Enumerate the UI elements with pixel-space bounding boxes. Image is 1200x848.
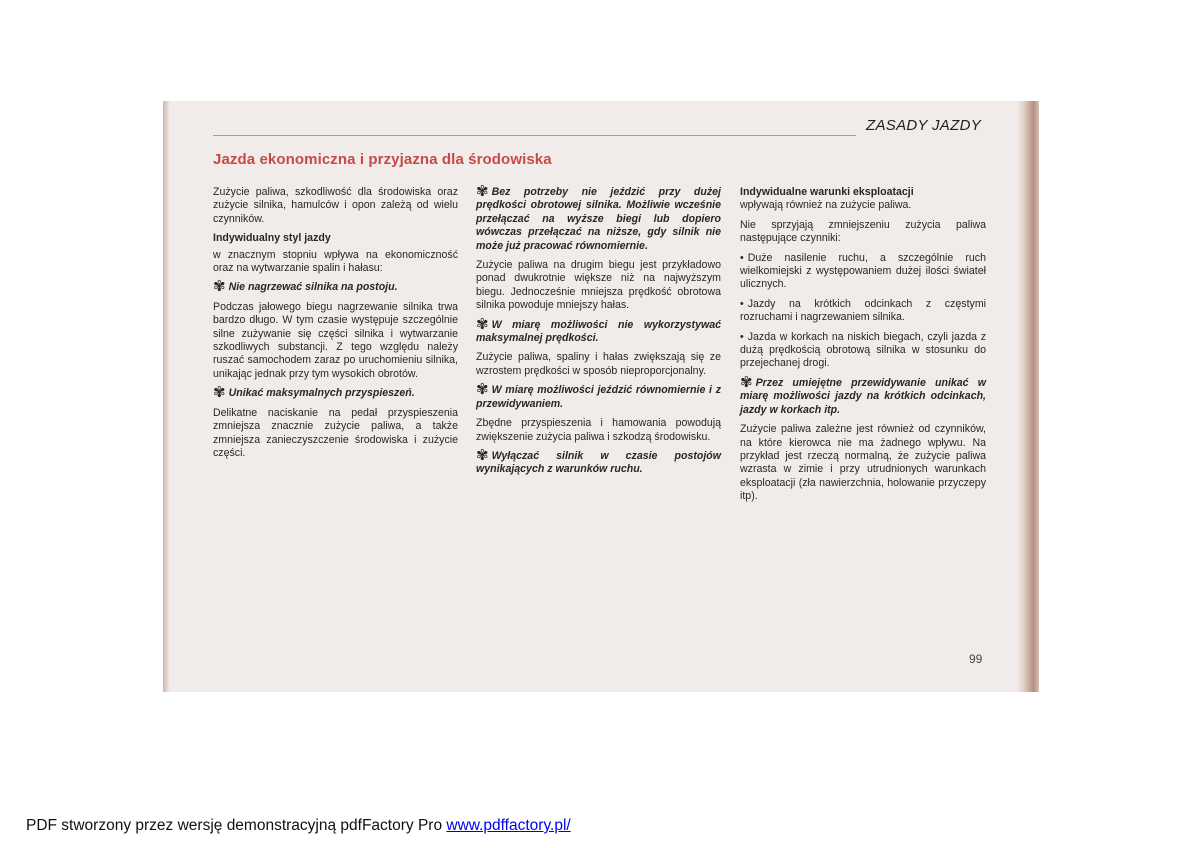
column-1 (213, 186, 458, 466)
tip-3-text: Zużycie paliwa na drugim biegu jest przykładowo ponad dwukrotnie większe niż na najwyższym biegu. Jednocześnie mniejsza prędkość obrotowa silnika powoduje mniejszy hałas. (476, 259, 721, 312)
tip-6-title-text: Wyłączać silnik w czasie postojów wynikających z warunków ruchu. (476, 449, 721, 476)
list-item (740, 252, 986, 292)
page-number: 99 (969, 652, 983, 666)
intro-paragraph: Zużycie paliwa, szkodliwość dla środowiska oraz zużycie silnika, hamulców i opon zależą od wielu czynników. (213, 186, 458, 225)
flower-icon: ✾ (213, 278, 226, 296)
tip-4-text: Zużycie paliwa, spaliny i hałas zwiększają się ze wzrostem prędkości w sposób nieproporcjonalny. (476, 351, 721, 377)
factors-intro: Nie sprzyjają zmniejszeniu zużycia paliwa następujące czynniki: (740, 218, 986, 245)
tip-1-text: Podczas jałowego biegu nagrzewanie silnika trwa bardzo długo. W tym czasie występuje szczególnie silne zużywanie się części silnika i wytwarzanie szkodliwych substancji. Z tego względu należy ruszać samochodem zaraz po uruchomieniu silnika, unikając jednak przy tym wysokich obrotów. (213, 300, 458, 380)
column-2 (476, 183, 721, 483)
style-paragraph: w znacznym stopniu wpływa na ekonomiczność oraz na wytwarzanie spalin i hałasu: (213, 248, 458, 275)
tip-5-text: Zbędne przyspieszenia i hamowania powodują zwiększenie zużycia paliwa i szkodzą środowisku. (476, 417, 721, 443)
conditions-text: wpływają również na zużycie paliwa. (740, 199, 912, 212)
column-3 (740, 186, 986, 510)
list-item-text: Duże nasilenie ruchu, a szczególnie ruch wielkomiejski z występowaniem dużej ilości świateł ulicznych. (740, 251, 986, 291)
tip-1-title-text: Nie nagrzewać silnika na postoju. (228, 281, 398, 294)
bullet-icon: • (740, 330, 744, 343)
tip-4-title-text: W miarę możliwości nie wykorzystywać maksymalnej prędkości. (476, 318, 721, 345)
tip-5-title-text: W miarę możliwości jeździć równomiernie i z przewidywaniem. (476, 384, 721, 410)
tip-7-title-text: Przez umiejętne przewidywanie unikać w miarę możliwości jazdy na krótkich odcinkach, jazdy w korkach itp. (740, 376, 986, 416)
list-item (740, 331, 986, 371)
page-heading: Jazda ekonomiczna i przyjazna dla środowiska (213, 151, 552, 168)
pdffactory-link[interactable]: www.pdffactory.pl/ (446, 817, 571, 834)
list-item-text: Jazdy na krótkich odcinkach z częstymi rozruchami i nagrzewaniem silnika. (740, 297, 986, 324)
tip-6-title (476, 446, 721, 477)
page-left-edge (163, 101, 169, 692)
list-item (740, 298, 986, 325)
header-rule (213, 135, 856, 136)
tip-2-text: Delikatne naciskanie na pedał przyspieszenia zmniejsza znacznie zużycie paliwa, a także zmniejsza zanieczyszczenie środowiska i zużycie części. (213, 406, 458, 459)
flower-icon: ✾ (740, 373, 753, 391)
footer-text: PDF stworzony przez wersję demonstracyjną pdfFactory Pro (26, 817, 447, 834)
factors-list (740, 252, 986, 371)
bullet-icon: • (740, 297, 744, 310)
subheading-style: Indywidualny styl jazdy (213, 232, 331, 245)
tip-7-text: Zużycie paliwa zależne jest również od czynników, na które kierowca nie ma żadnego wpływu. Na przykład jest rzeczą normalną, że zużycie paliwa wzrasta w zimie i przy utrudnionych warunkach eksploatacji (zła nawierzchnia, holowanie przyczepy itp). (740, 423, 986, 503)
tip-3-title-text: Bez potrzeby nie jeździć przy dużej prędkości obrotowej silnika. Możliwie wcześnie przełączać na wyższe biegi lub dopiero wówczas przełączać na niższe, gdy silnik nie może już pracować równomiernie. (476, 186, 721, 252)
tip-2-title-text: Unikać maksymalnych przyspieszeń. (228, 387, 415, 400)
tip-1-title (213, 278, 458, 296)
tip-3-title (476, 183, 721, 253)
tip-2-title (213, 384, 458, 402)
conditions-block (740, 186, 986, 213)
flower-icon: ✾ (476, 183, 489, 200)
flower-icon: ✾ (476, 315, 489, 333)
tip-5-title (476, 381, 721, 411)
subheading-conditions: Indywidualne warunki eksploatacji (740, 186, 914, 198)
pdf-footer (26, 817, 571, 835)
list-item-text: Jazda w korkach na niskich biegach, czyli jazda z dużą prędkością obrotową silnika w stosunku do przejechanej drogi. (740, 330, 986, 370)
flower-icon: ✾ (476, 446, 489, 464)
flower-icon: ✾ (476, 381, 489, 399)
tip-7-title (740, 373, 986, 417)
tip-4-title (476, 315, 721, 346)
section-header-title: ZASADY JAZDY (866, 117, 982, 134)
flower-icon: ✾ (213, 384, 226, 402)
scanned-page (163, 101, 1039, 692)
page-right-edge (1017, 101, 1039, 692)
bullet-icon: • (740, 251, 744, 264)
